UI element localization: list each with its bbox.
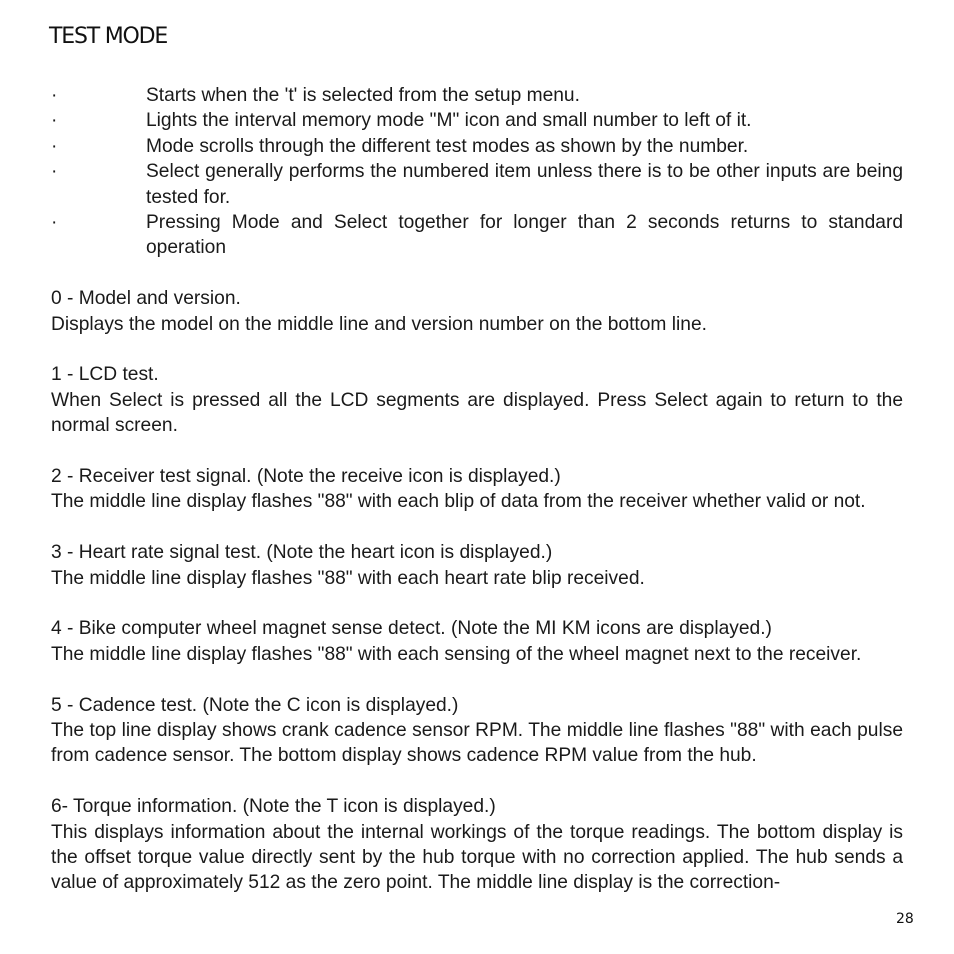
bullet-item — [51, 108, 903, 133]
bullet-dot: · — [51, 135, 58, 157]
section-body: The middle line display flashes "88" with each blip of data from the receiver whether valid or not. — [51, 491, 866, 513]
bullet-item — [51, 83, 903, 108]
bullet-item — [51, 159, 903, 210]
bullet-item — [51, 210, 903, 261]
spacer — [51, 667, 903, 692]
section-body: Displays the model on the middle line and version number on the bottom line. — [51, 313, 707, 335]
bullet-text: Starts when the 't' is selected from the setup menu. — [146, 85, 580, 106]
spacer — [51, 591, 903, 616]
spacer — [51, 261, 903, 286]
section-body: This displays information about the internal workings of the torque readings. The bottom display is the offset torque value directly sent by the hub torque with no correction applied. The hub sends a value of approximately 512 as the zero point. The middle line display is the correction- — [51, 821, 903, 894]
section-heading: 4 - Bike computer wheel magnet sense detect. (Note the MI KM icons are displayed.) — [51, 618, 772, 640]
page-number: 28 — [896, 911, 914, 927]
document-page — [51, 0, 903, 954]
section-heading: 3 - Heart rate signal test. (Note the heart icon is displayed.) — [51, 542, 553, 564]
bullet-text: Mode scrolls through the different test modes as shown by the number. — [146, 135, 749, 157]
spacer — [51, 769, 903, 794]
bullet-dot: · — [51, 85, 58, 106]
spacer — [51, 337, 903, 362]
bullet-text: Pressing Mode and Select together for longer than 2 seconds returns to standard operation — [146, 212, 903, 259]
bullet-dot: · — [51, 212, 58, 234]
section-heading: 0 - Model and version. — [51, 288, 241, 310]
spacer — [51, 515, 903, 540]
section-body: When Select is pressed all the LCD segments are displayed. Press Select again to return to the normal screen. — [51, 389, 903, 437]
bullet-text: Select generally performs the numbered item unless there is to be other inputs are being tested for. — [146, 161, 903, 208]
section-body: The middle line display flashes "88" with each heart rate blip received. — [51, 567, 645, 589]
section-heading: 5 - Cadence test. (Note the C icon is displayed.) — [51, 694, 459, 716]
section-heading: 1 - LCD test. — [51, 364, 159, 386]
document-body — [51, 83, 903, 896]
section-heading: 6- Torque information. (Note the T icon is displayed.) — [51, 796, 496, 818]
spacer — [51, 439, 903, 464]
bullet-item — [51, 134, 903, 159]
bullet-dot: · — [51, 161, 58, 183]
section-heading: 2 - Receiver test signal. (Note the receive icon is displayed.) — [51, 466, 561, 488]
bullet-dot: · — [51, 110, 58, 132]
section-body: The top line display shows crank cadence sensor RPM. The middle line flashes "88" with each pulse from cadence sensor. The bottom display shows cadence RPM value from the hub. — [51, 720, 903, 767]
bullet-text: Lights the interval memory mode "M" icon and small number to left of it. — [146, 110, 752, 132]
page-title: TEST MODE — [49, 24, 168, 49]
section-body: The middle line display flashes "88" with each sensing of the wheel magnet next to the receiver. — [51, 643, 862, 665]
